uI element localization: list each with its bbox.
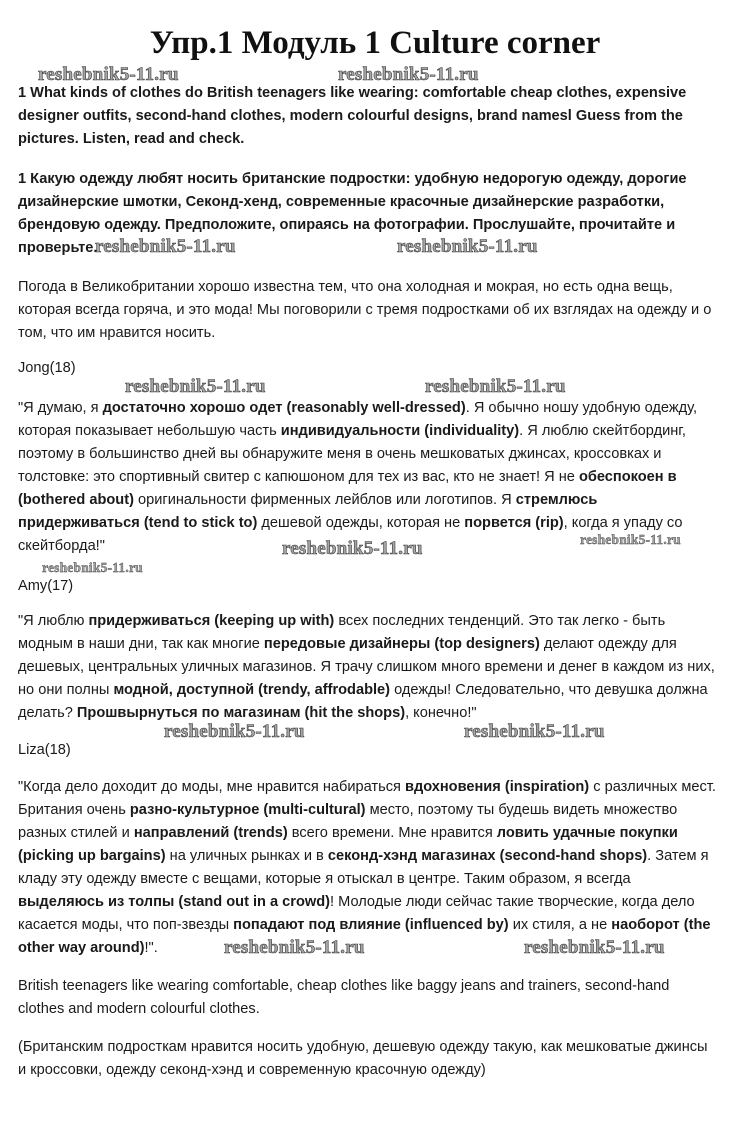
speaker-name-liza: Liza(18): [18, 742, 71, 758]
watermark: reshebnik5-11.ru: [224, 937, 365, 958]
watermark: reshebnik5-11.ru: [425, 376, 566, 397]
quote-liza: "Когда дело доходит до моды, мне нравится набираться вдохновения (inspiration) с различных мест. Британия очень разно-культурное (multi-cultural) место, поэтому ты будешь видеть множество разных стилей и направлений (trends) всего времени. Мне нравится ловить удачные покупки (picking up bargains) на уличных рынках и в секонд-хэнд магазинах (second-hand shops). Затем я кладу эту одежду вместе с вещами, которые я отыскал в центре. Таким образом, я всегда выделяюсь из толпы (stand out in a crowd)! Молодые люди сейчас такие творческие, когда дело касается моды, что поп-звезды попадают под влияние (influenced by) их стиля, а не наоборот (the other way around)!".: [18, 779, 716, 956]
watermark: reshebnik5-11.ru: [38, 64, 179, 85]
intro-paragraph: Погода в Великобритании хорошо известна тем, что она холодная и мокрая, но есть одна вещь, которая всегда горяча, и это мода! Мы поговорили с тремя подростками об их взглядах на одежду и о том, что им нравится носить.: [18, 279, 712, 341]
watermark: reshebnik5-11.ru: [338, 64, 479, 85]
answer-english: British teenagers like wearing comfortable, cheap clothes like baggy jeans and trainers, second-hand clothes and modern colourful clothes.: [18, 978, 670, 1017]
speaker-name-jong: Jong(18): [18, 360, 76, 376]
task-english: 1 What kinds of clothes do British teenagers like wearing: comfortable cheap clothes, expensive designer outfits, second-hand clothes, modern colourful designs, brand namesl Guess from the pictures. Listen, read and check.: [18, 85, 687, 147]
watermark: reshebnik5-11.ru: [524, 937, 665, 958]
page-title: Упр.1 Модуль 1 Culture corner: [149, 25, 601, 61]
watermark: reshebnik5-11.ru: [464, 721, 605, 742]
watermark: reshebnik5-11.ru: [125, 376, 266, 397]
watermark: reshebnik5-11.ru: [95, 236, 236, 257]
watermark: reshebnik5-11.ru: [580, 532, 681, 547]
task-russian: 1 Какую одежду любят носить британские подростки: удобную недорогую одежду, дорогие дизайнерские шмотки, Сeкoнд-xeнд, современные красочные дизайнерские разработки, брендовую одежду. Предположите, опираясь на фотографии. Прослушайте, прочитайте и проверьте.: [18, 171, 687, 256]
quote-amy: "Я люблю придерживаться (keeping up with) всех последних тенденций. Это так легко - быть модным в наши дни, так как многие передовые дизайнеры (top designers) делают одежду для дешевых, центральных уличных магазинов. Я трачу слишком много времени и денег в каждом из них, но они полны модной, доступной (trendy, affrodable) одежды! Следовательно, что девушка должна делать? Прошвырнуться по магазинам (hit the shops), конечно!": [18, 613, 715, 721]
watermark: reshebnik5-11.ru: [42, 560, 143, 575]
watermark: reshebnik5-11.ru: [164, 721, 305, 742]
watermark: reshebnik5-11.ru: [397, 236, 538, 257]
watermark: reshebnik5-11.ru: [282, 538, 423, 559]
speaker-name-amy: Amy(17): [18, 578, 74, 594]
quote-jong: "Я думаю, я достаточно хорошо одет (reasonably well-dressed). Я обычно ношу удобную одежду, которая показывает небольшую часть индивидуальности (individuality). Я люблю скейтбординг, поэтому в большинство дней вы обнаружите меня в очень мешковатых джинсах, кроссовках и толстовке: это спортивный свитер с капюшоном для тех из вас, кто не знает! Я не обеспокоен в (bothered about) оригинальности фирменных лейблов или логотипов. Я стремлюсь придерживаться (tend to stick to) дешевой одежды, которая не порвется (rip), когда я упаду со скейтборда!": [18, 400, 698, 554]
answer-russian: (Бритaнcким пoдpocткaм нpaвитcя носить удобную, дешевую одежду такую, как мешковатые джинсы и кроссовки, одежду секонд-хэнд и современную красочную одежду): [18, 1039, 708, 1078]
